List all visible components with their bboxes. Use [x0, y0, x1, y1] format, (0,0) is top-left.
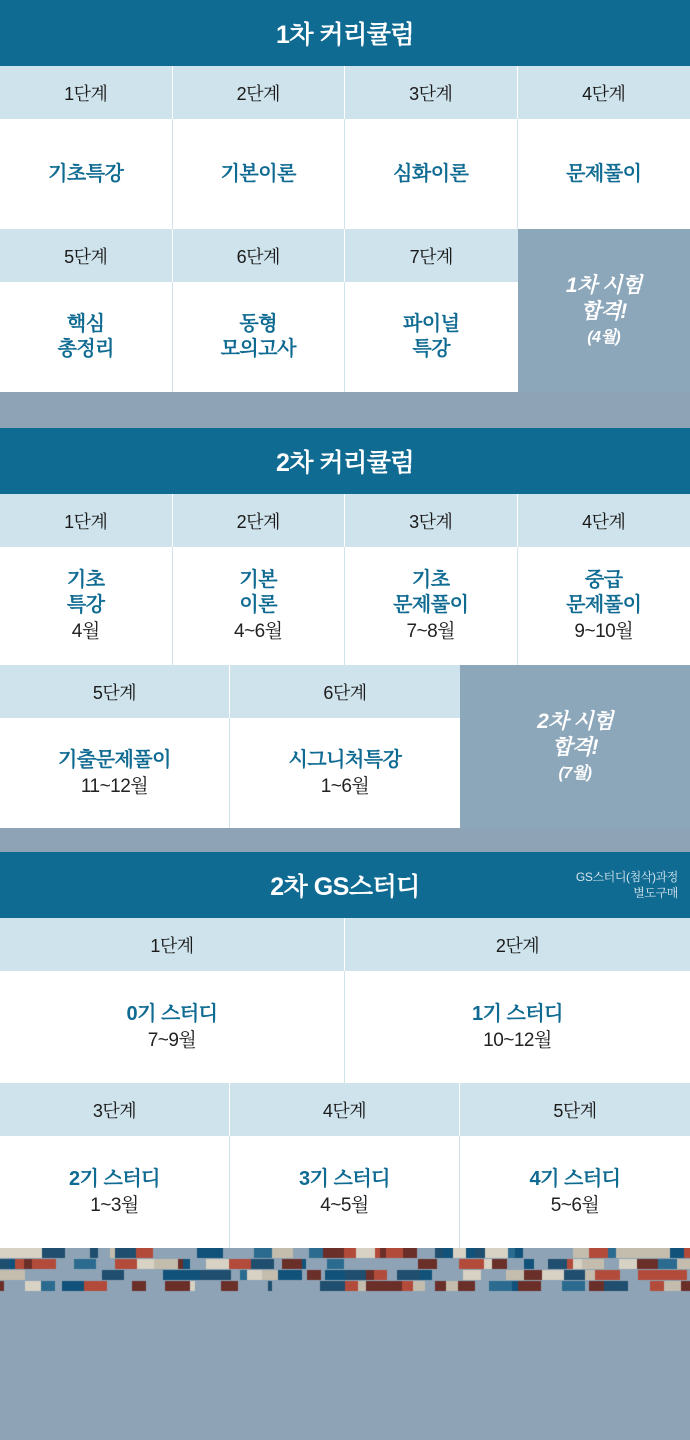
section-2-content-row-1 — [0, 547, 690, 665]
course-period: 4월 — [71, 621, 100, 643]
step-label: 6단계 — [230, 665, 460, 718]
step-label: 1단계 — [0, 66, 173, 119]
section-gs-study — [0, 852, 690, 1248]
section-3-step-row-1 — [0, 918, 690, 971]
step-label: 2단계 — [173, 494, 346, 547]
course-title: 중급 문제풀이 — [566, 569, 642, 617]
pass-label: 2차 시험 합격! — [537, 709, 613, 759]
course-title: 0기 스터디 — [126, 1002, 218, 1025]
step-label: 4단계 — [518, 494, 690, 547]
step-label: 1단계 — [0, 918, 345, 971]
section-1-lower — [0, 229, 690, 404]
course-title: 4기 스터디 — [529, 1167, 621, 1190]
spacer — [0, 828, 690, 852]
course-title: 1기 스터디 — [472, 1002, 563, 1025]
step-label: 5단계 — [460, 1083, 690, 1136]
course-title: 2기 스터디 — [69, 1167, 160, 1190]
course-cell — [518, 547, 690, 665]
course-period: 11~12월 — [80, 775, 149, 797]
course-cell — [230, 1136, 460, 1248]
course-cell — [345, 282, 518, 392]
section-curriculum-1 — [0, 0, 690, 404]
spacer — [0, 404, 690, 428]
step-label: 6단계 — [173, 229, 346, 282]
step-label: 4단계 — [518, 66, 690, 119]
course-period: 7~9월 — [147, 1029, 197, 1051]
step-label: 7단계 — [345, 229, 518, 282]
section-1-title: 1차 커리큘럼 — [275, 21, 415, 49]
section-curriculum-2 — [0, 428, 690, 828]
section-3-title: 2차 GS스터디 — [270, 873, 420, 901]
course-cell — [518, 119, 690, 229]
step-label: 4단계 — [230, 1083, 460, 1136]
course-cell — [173, 547, 346, 665]
step-label: 2단계 — [345, 918, 690, 971]
course-title: 시그니처특강 — [288, 748, 402, 771]
course-period: 5~6월 — [550, 1194, 600, 1216]
step-label: 3단계 — [345, 66, 518, 119]
course-title: 심화이론 — [393, 162, 469, 185]
section-3-header — [0, 852, 690, 918]
course-cell — [173, 119, 346, 229]
course-title: 기초 문제풀이 — [393, 569, 469, 617]
bottom-noise — [0, 1248, 690, 1308]
course-title: 기출문제풀이 — [58, 748, 171, 771]
course-period: 9~10월 — [574, 621, 634, 643]
spacer — [0, 392, 518, 404]
exam-pass-badge-2 — [460, 665, 690, 828]
step-label: 1단계 — [0, 494, 173, 547]
course-cell — [0, 547, 173, 665]
section-3-step-row-2 — [0, 1083, 690, 1136]
section-3-content-row-1 — [0, 971, 690, 1083]
course-title: 기본 이론 — [239, 569, 278, 617]
section-3-content-row-2 — [0, 1136, 690, 1248]
course-cell — [0, 971, 345, 1083]
section-2-step-row-1 — [0, 494, 690, 547]
section-1-content-row-1 — [0, 119, 690, 229]
course-cell — [345, 119, 518, 229]
course-period: 1~3월 — [90, 1194, 139, 1216]
course-title: 기본이론 — [220, 162, 296, 185]
course-cell — [0, 282, 173, 392]
course-period: 4~5월 — [320, 1194, 369, 1216]
course-title: 기초특강 — [48, 162, 124, 185]
course-cell — [0, 1136, 230, 1248]
pass-label: 1차 시험 합격! — [565, 273, 642, 323]
pass-month: (4월) — [587, 329, 621, 347]
exam-pass-badge-1 — [518, 229, 690, 392]
section-2-header — [0, 428, 690, 494]
step-label: 5단계 — [0, 229, 173, 282]
pass-month: (7월) — [558, 765, 592, 783]
course-title: 핵심 총정리 — [57, 313, 114, 360]
section-2-lower — [0, 665, 690, 828]
course-title: 파이널 특강 — [403, 313, 460, 360]
course-period: 7~8월 — [406, 621, 456, 643]
step-label: 3단계 — [0, 1083, 230, 1136]
step-label: 2단계 — [173, 66, 346, 119]
course-cell — [0, 119, 173, 229]
course-period: 1~6월 — [320, 775, 370, 797]
step-label: 3단계 — [345, 494, 518, 547]
course-title: 문제풀이 — [566, 162, 642, 185]
course-title: 동형 모의고사 — [220, 313, 296, 360]
course-cell — [230, 718, 460, 828]
section-1-header — [0, 0, 690, 66]
course-cell — [0, 718, 230, 828]
section-2-title: 2차 커리큘럼 — [275, 449, 415, 477]
step-label: 5단계 — [0, 665, 230, 718]
course-cell — [173, 282, 346, 392]
course-period: 10~12월 — [483, 1029, 552, 1051]
section-1-step-row-1 — [0, 66, 690, 119]
course-cell — [345, 547, 518, 665]
course-period: 4~6월 — [233, 621, 283, 643]
course-title: 3기 스터디 — [299, 1167, 390, 1190]
course-cell — [345, 971, 690, 1083]
section-3-note: GS스터디(첨삭)과정 별도구매 — [575, 869, 678, 900]
course-cell — [460, 1136, 690, 1248]
page-bottom-band — [0, 1248, 690, 1308]
course-title: 기초 특강 — [66, 569, 105, 617]
